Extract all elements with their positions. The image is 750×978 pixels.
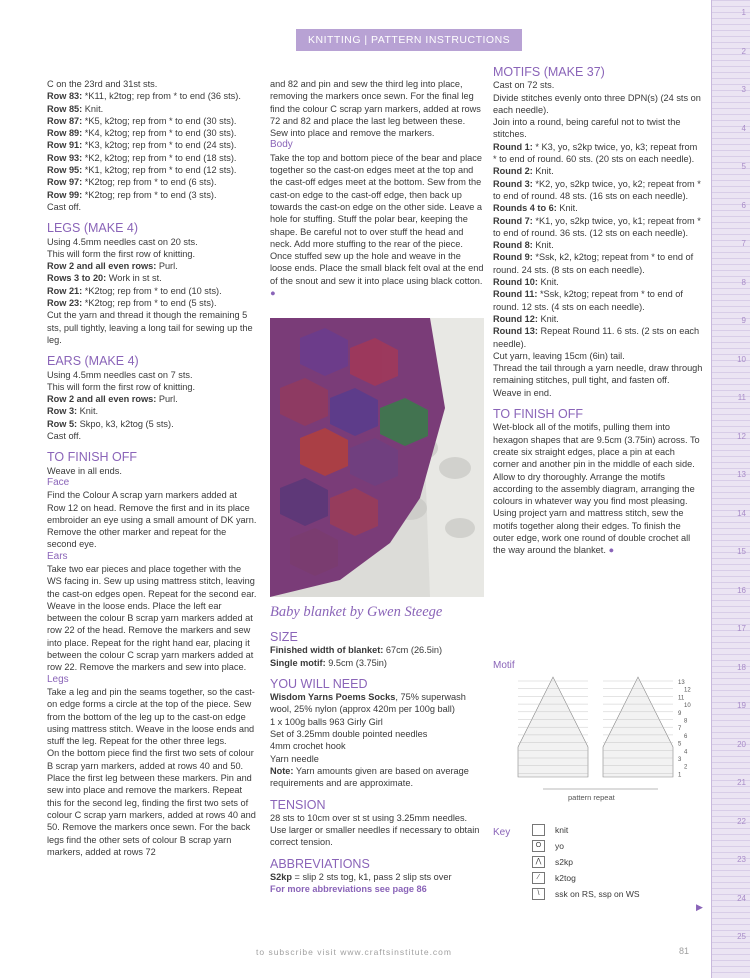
instruction-label: Row 99: xyxy=(47,189,83,200)
key-heading: Key xyxy=(493,827,511,838)
key-label: yo xyxy=(555,841,564,851)
instruction-text: *K2, yo, s2kp twice, yo, k2; repeat from * to end of round. 48 sts. (16 sts on each needle). xyxy=(493,178,701,201)
ruler-number: 19 xyxy=(737,701,746,710)
instruction-line xyxy=(47,381,257,393)
ruler-strip xyxy=(711,0,750,978)
page-number: 81 xyxy=(679,946,690,956)
instruction-line xyxy=(270,728,484,740)
instruction-line xyxy=(47,103,257,115)
instruction-text: Knit. xyxy=(82,103,104,114)
instruction-text: Knit. xyxy=(77,406,99,417)
legs-continued: and 82 and pin and sew the third leg into place, removing the markers once sewn. For the final leg find the colour C scrap yarn markers, added at rows 72 and 82 and place the last leg between these. Sew into place and remove the markers. xyxy=(270,79,481,139)
row-number-label: 4 xyxy=(684,749,688,756)
key-label: s2kp xyxy=(555,857,573,867)
ruler-number: 14 xyxy=(737,508,746,518)
instruction-line xyxy=(47,309,257,346)
row-number-label: 7 xyxy=(678,726,682,733)
row-number-label: 5 xyxy=(678,741,682,748)
ears-subheading: Ears xyxy=(47,550,68,562)
instruction-line xyxy=(47,78,257,90)
instruction-line xyxy=(47,139,257,151)
ruler-number: 4 xyxy=(741,123,746,133)
instruction-text: *K2tog; rep from * to end (3 sts). xyxy=(82,189,217,200)
instruction-line xyxy=(270,691,484,716)
instruction-text: , 75% superwash wool, 25% nylon (approx 420m per 100g ball) xyxy=(270,692,466,715)
instruction-text: *K1, k2tog; rep from * to end (12 sts). xyxy=(82,165,237,176)
ears-heading: EARS (MAKE 4) xyxy=(47,354,139,369)
ruler-number: 12 xyxy=(737,431,746,441)
end-bullet-icon: ● xyxy=(270,288,276,299)
tension-heading: TENSION xyxy=(270,797,326,812)
instruction-line xyxy=(47,236,257,248)
motifs-instructions xyxy=(493,79,703,399)
legs-instructions xyxy=(47,236,257,347)
instruction-label: Note: xyxy=(270,765,294,776)
ruler-number: 23 xyxy=(737,855,746,864)
key-item xyxy=(532,822,640,838)
ruler-number: 18 xyxy=(737,662,746,672)
key-label: k2tog xyxy=(555,873,576,883)
finish-intro: Weave in all ends. xyxy=(47,465,122,476)
ruler-number: 9 xyxy=(741,316,746,325)
instruction-line xyxy=(270,716,484,728)
instruction-label: Rows 3 to 20: xyxy=(47,273,107,284)
size-heading: SIZE xyxy=(270,630,298,644)
ruler-number: 6 xyxy=(741,200,746,210)
instruction-text: Knit. xyxy=(537,277,559,288)
instruction-line xyxy=(493,251,703,276)
instruction-text: Skpo, k3, k2tog (5 sts). xyxy=(77,418,174,429)
instruction-text: Using 4.5mm needles cast on 20 sts. xyxy=(47,236,198,247)
instruction-text: Cut the yarn and thread it though the remaining 5 sts, pull tightly, leaving a long tail for sewing up the leg. xyxy=(47,310,253,345)
instruction-label: Round 11: xyxy=(493,289,538,300)
instruction-label: Row 3: xyxy=(47,406,78,417)
instruction-line xyxy=(493,387,703,399)
instruction-text: Yarn needle xyxy=(270,753,319,764)
row-number-label: 3 xyxy=(678,757,682,763)
instruction-text: *K5, k2tog; rep from * to end (30 sts). xyxy=(82,115,237,126)
column-2-lower xyxy=(270,622,484,896)
column-1 xyxy=(47,78,257,858)
instruction-label: Round 3: xyxy=(493,178,533,189)
key-item xyxy=(532,854,640,870)
instruction-label: Round 12: xyxy=(493,313,538,324)
ruler-number: 21 xyxy=(737,778,746,787)
instruction-line xyxy=(47,260,257,272)
instruction-label: Round 10: xyxy=(493,277,538,288)
instruction-text: Work in st st. xyxy=(106,273,162,284)
instruction-text: *Ssk, k2, k2tog; repeat from * to end of round. 24 sts. (8 sts on each needle). xyxy=(493,252,694,275)
instruction-line xyxy=(493,116,703,141)
instruction-line xyxy=(47,297,257,309)
end-bullet-icon: ● xyxy=(608,545,615,556)
instruction-text: *K2tog; rep from * to end (10 sts). xyxy=(82,285,222,296)
key-label: ssk on RS, ssp on WS xyxy=(555,889,640,899)
instruction-line xyxy=(47,127,257,139)
key-item xyxy=(532,886,640,902)
instruction-text: Yarn amounts given are based on average requirements and are approximate. xyxy=(270,765,469,789)
key-symbol-icon: ⁄ xyxy=(532,872,545,884)
instruction-line xyxy=(493,92,703,117)
ruler-number: 25 xyxy=(737,932,746,941)
body-text: Take the top and bottom piece of the bear and place together so the cast-on edges meet at the top and the cast-off edges meet at the bottom. Sew from the cast-on edge to the cast-off edge, then back up towards the cast-on edge on the other side. Leave a hole for stuffing. Stuff the polar bear, keeping the shape. Be careful not to over stuff the head and neck. Add more stuffing to the rear of the piece. Once stuffed sew up the hole and weave in the loose ends. Place the small black felt oval at the end of the snout and sew it into place using black cotton. ● xyxy=(270,152,484,299)
instruction-text: Knit. xyxy=(532,240,554,251)
instruction-text: *K4, k2tog; rep from * to end (30 sts). xyxy=(82,128,237,139)
face-subheading: Face xyxy=(47,476,70,488)
instruction-text: 1 x 100g balls 963 Girly Girl xyxy=(270,716,383,727)
legs-subheading: Legs xyxy=(47,673,69,685)
instruction-label: Round 9: xyxy=(493,252,533,263)
row-number-label: 2 xyxy=(684,764,688,771)
blanket-photo xyxy=(270,318,484,597)
instruction-label: Row 87: xyxy=(47,115,83,126)
key-symbol-icon: \ xyxy=(532,888,545,900)
face-text: Find the Colour A scrap yarn markers added at Row 12 on head. Remove the first and in its place embroider an eye using a small amount of DK yarn. Remove the other marker and repeat for the second eye. xyxy=(47,490,257,550)
ruler-number: 10 xyxy=(737,354,746,364)
instruction-text: Join into a round, being careful not to twist the stitches. xyxy=(493,117,681,140)
photo-caption: Baby blanket by Gwen Steege xyxy=(270,604,443,620)
instruction-label: Row 89: xyxy=(47,128,83,139)
finish-heading: TO FINISH OFF xyxy=(47,450,138,465)
instruction-line xyxy=(47,430,257,442)
key-item xyxy=(532,870,640,886)
instruction-text: Knit. xyxy=(556,203,578,214)
instruction-text: Thread the tail through a yarn needle, draw through remaining stitches, pull tight, and fasten off. xyxy=(493,363,703,386)
instruction-text: Set of 3.25mm double pointed needles xyxy=(270,729,428,740)
instruction-line xyxy=(493,239,703,251)
instruction-text: 4mm crochet hook xyxy=(270,741,346,752)
instruction-label: Row 91: xyxy=(47,140,83,151)
instruction-label: Round 13: xyxy=(493,326,538,337)
instruction-line xyxy=(270,765,484,790)
instruction-label: Round 1: xyxy=(493,141,533,152)
next-arrow-icon[interactable]: ▶ xyxy=(696,902,703,912)
instruction-label: Rounds 4 to 6: xyxy=(493,203,557,214)
ruler-number: 2 xyxy=(741,46,746,56)
instruction-text: C on the 23rd and 31st sts. xyxy=(47,79,158,89)
instruction-text: Cast off. xyxy=(47,431,82,442)
ruler-number: 24 xyxy=(737,893,746,903)
instruction-line xyxy=(47,152,257,164)
row-number-label: 11 xyxy=(678,695,685,702)
instruction-line xyxy=(493,178,703,203)
instruction-label: Round 8: xyxy=(493,240,533,251)
key-symbol-icon: ⋀ xyxy=(532,856,545,868)
instruction-label: Row 2 and all even rows: xyxy=(47,261,157,272)
row-number-label: 8 xyxy=(684,718,688,725)
ruler-number: 17 xyxy=(737,624,746,633)
instruction-line xyxy=(270,657,484,669)
key-symbol-icon xyxy=(532,824,545,836)
row-number-label: 6 xyxy=(684,733,688,740)
instruction-text: *K2, k2tog; rep from * to end (18 sts). xyxy=(82,152,237,163)
ruler-number: 15 xyxy=(737,547,746,556)
instruction-label: Row 21: xyxy=(47,285,83,296)
instruction-line xyxy=(47,369,257,381)
instruction-line xyxy=(493,215,703,240)
instruction-line xyxy=(47,189,257,201)
abbreviation-s2kp: S2kp = slip 2 sts tog, k1, pass 2 slip sts over xyxy=(270,872,452,883)
materials-heading: YOU WILL NEED xyxy=(270,676,368,691)
instruction-text: *K1, yo, s2kp twice, yo, k1; repeat from * to end of round. 36 sts. (12 sts on each needle). xyxy=(493,215,701,238)
instruction-label: Single motif: xyxy=(270,657,326,668)
row-number-label: 9 xyxy=(678,710,682,717)
instruction-text: Repeat Round 11. 6 sts. (2 sts on each needle). xyxy=(493,326,700,349)
column-3 xyxy=(493,66,703,557)
instruction-text: *K3, k2tog; rep from * to end (24 sts). xyxy=(82,140,237,151)
legs-text-2: On the bottom piece find the first two sets of colour B scrap yarn markers, added at rows 40 and 50. Place the first leg between these markers. Pin and sew into place and remove the markers. Repeat this for the second leg, finding the first two sets of colour C scrap yarn markers, added at rows 40 and 50. Remove the markers once sewn. For the back legs find the other sets of colour B scrap yarn markers, added at rows 72 xyxy=(47,748,256,857)
instruction-line xyxy=(493,79,703,91)
instruction-text: *K2tog; rep from * to end (5 sts). xyxy=(82,298,217,309)
instruction-text: Knit. xyxy=(537,313,559,324)
instruction-line xyxy=(47,393,257,405)
chart-key xyxy=(532,822,640,902)
instruction-label: Row 85: xyxy=(47,103,83,114)
row-number-label: 13 xyxy=(678,680,685,686)
tension-text: 28 sts to 10cm over st st using 3.25mm needles. Use larger or smaller needles if necessary to obtain correct tension. xyxy=(270,812,480,848)
body-subheading: Body xyxy=(270,139,293,151)
instruction-text: Using 4.5mm needles cast on 7 sts. xyxy=(47,369,193,380)
repeat-label: pattern repeat xyxy=(568,793,615,802)
ruler-number: 11 xyxy=(737,393,746,402)
instruction-line xyxy=(47,115,257,127)
instruction-text: Divide stitches evenly onto three DPN(s) (24 sts on each needle). xyxy=(493,92,701,115)
instruction-text: 9.5cm (3.75in) xyxy=(325,657,387,668)
instruction-line xyxy=(493,288,703,313)
instruction-label: Row 97: xyxy=(47,177,83,188)
instruction-line xyxy=(47,272,257,284)
instruction-line xyxy=(493,313,703,325)
instruction-text: Knit. xyxy=(532,166,554,177)
instruction-label: Finished width of blanket: xyxy=(270,645,384,656)
instruction-line xyxy=(493,362,703,387)
finish-heading-2: TO FINISH OFF xyxy=(493,407,584,422)
instruction-line xyxy=(47,418,257,430)
instruction-label: Row 5: xyxy=(47,418,78,429)
instruction-label: Wisdom Yarns Poems Socks xyxy=(270,692,396,703)
finish-text: Wet-block all of the motifs, pulling them into hexagon shapes that are 9.5cm (3.75in) across. To create six straight edges, place a pin at each corner and another pin in the middle of each side. Allow to dry thoroughly. Arrange the motifs according to the assembly diagram, arranging the colours in whatever way you find most pleasing. Using project yarn and mattress stitch, sew the motifs together along their edges. To finish the outer edge, work one round of double crochet all the way around the blanket. ● xyxy=(493,422,700,556)
abbreviations-heading: ABBREVIATIONS xyxy=(270,856,370,871)
instruction-line xyxy=(270,740,484,752)
motifs-heading: MOTIFS (MAKE 37) xyxy=(493,65,605,79)
ruler-number: 7 xyxy=(741,239,746,248)
instruction-line xyxy=(493,276,703,288)
instruction-text: This will form the first row of knitting. xyxy=(47,248,196,259)
ruler-number: 22 xyxy=(737,816,746,826)
instruction-text: * K3, yo, s2kp twice, yo, k3; repeat from * to end of round. 60 sts. (20 sts on each needle). xyxy=(493,141,698,165)
section-header: KNITTING | PATTERN INSTRUCTIONS xyxy=(296,29,522,51)
instruction-line xyxy=(47,176,257,188)
instruction-label: Row 93: xyxy=(47,152,83,163)
materials-list xyxy=(270,691,484,789)
instruction-text: Weave in end. xyxy=(493,387,552,398)
instruction-text: Cast on 72 sts. xyxy=(493,80,555,91)
instruction-text: *Ssk, k2tog; repeat from * to end of round. 12 sts. (4 sts on each needle). xyxy=(493,289,683,312)
ruler-number: 8 xyxy=(741,277,746,287)
instruction-text: Cast off. xyxy=(47,201,82,212)
instruction-label: Row 95: xyxy=(47,165,83,176)
ruler-number: 13 xyxy=(737,470,746,479)
key-symbol-icon: O xyxy=(532,840,545,852)
ears-text: Take two ear pieces and place together with the WS facing in. Sew up using mattress stitch, leaving the cast-on edges open. Repeat for the second ear. Weave in the loose ends. Place the left ear between the colour B scrap yarn markers added at row 22 of the head. Remove the markers and sew into place. Repeat for the right hand ear, placing it between the colour C scrap yarn markers added at row 22. Remove the markers and sew into place. xyxy=(47,563,257,673)
instruction-text: Cut yarn, leaving 15cm (6in) tail. xyxy=(493,350,625,361)
instruction-text: *K2tog; rep from * to end (6 sts). xyxy=(82,177,217,188)
key-label: knit xyxy=(555,825,569,835)
instruction-line xyxy=(47,285,257,297)
instruction-label: Round 7: xyxy=(493,215,533,226)
key-item xyxy=(532,838,640,854)
instruction-text: 67cm (26.5in) xyxy=(383,645,443,656)
ears-instructions xyxy=(47,369,257,443)
instruction-text: Purl. xyxy=(156,261,178,272)
legs-heading: LEGS (MAKE 4) xyxy=(47,221,138,236)
ruler-number: 3 xyxy=(741,85,746,94)
ruler-number: 16 xyxy=(737,585,746,595)
instruction-line xyxy=(493,350,703,362)
instruction-label: Row 23: xyxy=(47,298,83,309)
row-instructions xyxy=(47,78,257,213)
row-number-label: 10 xyxy=(684,703,691,710)
legs-text: Take a leg and pin the seams together, so the cast-on edge forms a circle at the top of the piece. Sew from the bottom of the leg up to the cast-on edge using mattress stitch. Weave in the loose ends and stuff the leg. Repeat for the other three legs. xyxy=(47,686,255,747)
instruction-text: *K11, k2tog; rep from * to end (36 sts). xyxy=(82,91,241,102)
instruction-line xyxy=(47,201,257,213)
motif-chart-label: Motif xyxy=(493,660,515,671)
instruction-line xyxy=(47,90,257,102)
instruction-line xyxy=(47,405,257,417)
instruction-line xyxy=(493,202,703,214)
instruction-line xyxy=(493,325,703,350)
column-2 xyxy=(270,78,484,299)
instruction-line xyxy=(47,164,257,176)
instruction-line xyxy=(270,644,484,656)
motif-chart xyxy=(508,667,708,807)
instruction-label: Round 2: xyxy=(493,166,533,177)
size-list xyxy=(270,644,484,669)
instruction-line xyxy=(493,165,703,177)
instruction-text: This will form the first row of knitting. xyxy=(47,381,196,392)
more-abbreviations-link[interactable]: For more abbreviations see page 86 xyxy=(270,884,427,895)
row-number-label: 1 xyxy=(678,772,682,779)
instruction-line xyxy=(270,753,484,765)
instruction-line xyxy=(47,248,257,260)
instruction-text: Purl. xyxy=(156,394,178,405)
row-number-label: 12 xyxy=(684,687,691,694)
instruction-label: Row 2 and all even rows: xyxy=(47,394,157,405)
instruction-line xyxy=(493,141,703,166)
ruler-number: 5 xyxy=(741,162,746,171)
ruler-number: 20 xyxy=(737,739,746,749)
footer-subscribe[interactable]: to subscribe visit www.craftsinstitute.com xyxy=(256,947,452,957)
instruction-label: Row 83: xyxy=(47,91,83,102)
ruler-number: 1 xyxy=(741,8,746,17)
